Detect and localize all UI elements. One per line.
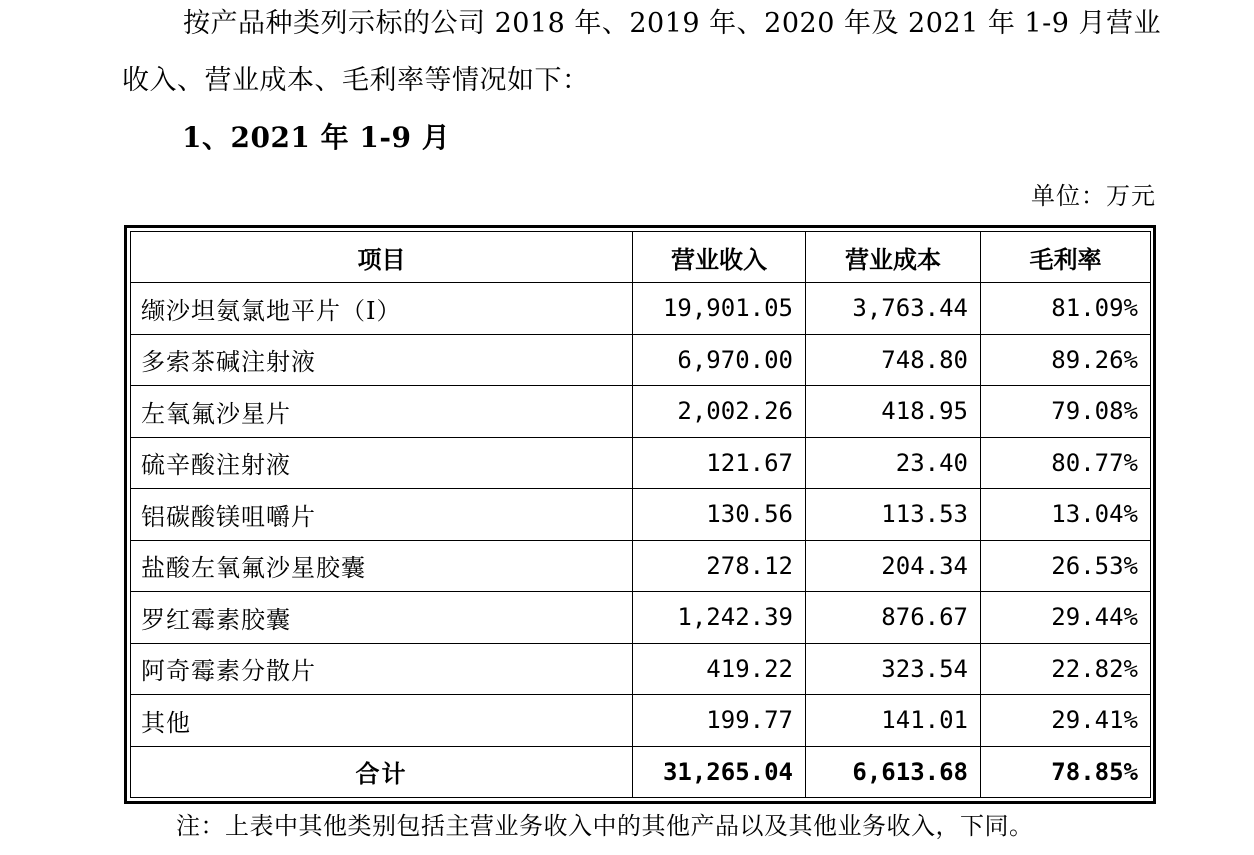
table-row: [131, 386, 1151, 438]
row-margin: 22.82%: [981, 643, 1151, 695]
row-margin: 13.04%: [981, 489, 1151, 541]
row-cost: 3,763.44: [806, 283, 981, 335]
table-row: [131, 643, 1151, 695]
row-name: 罗红霉素胶囊: [131, 592, 633, 644]
row-name: 铝碳酸镁咀嚼片: [131, 489, 633, 541]
row-revenue: 19,901.05: [633, 283, 806, 335]
header-item: 项目: [131, 232, 633, 283]
table-row: [131, 437, 1151, 489]
total-revenue: 31,265.04: [633, 746, 806, 798]
row-revenue: 121.67: [633, 437, 806, 489]
row-revenue: 419.22: [633, 643, 806, 695]
row-name: 阿奇霉素分散片: [131, 643, 633, 695]
table-row: [131, 592, 1151, 644]
product-table: [130, 231, 1151, 798]
revenue-cost-table: [124, 225, 1156, 804]
total-label: 合计: [131, 746, 633, 798]
row-margin: 81.09%: [981, 283, 1151, 335]
unit-label: 单位：万元: [1031, 182, 1156, 210]
row-name: 硫辛酸注射液: [131, 437, 633, 489]
row-cost: 23.40: [806, 437, 981, 489]
intro-paragraph-line-2: 收入、营业成本、毛利率等情况如下：: [122, 65, 590, 96]
row-cost: 141.01: [806, 695, 981, 747]
table-row: [131, 489, 1151, 541]
row-margin: 26.53%: [981, 540, 1151, 592]
row-margin: 29.41%: [981, 695, 1151, 747]
row-margin: 29.44%: [981, 592, 1151, 644]
row-margin: 89.26%: [981, 334, 1151, 386]
intro-paragraph-line-1: 按产品种类列示标的公司 2018 年、2019 年、2020 年及 2021 年 1-9 月营业: [183, 8, 1161, 39]
row-cost: 204.34: [806, 540, 981, 592]
header-revenue: 营业收入: [633, 232, 806, 283]
row-revenue: 199.77: [633, 695, 806, 747]
total-cost: 6,613.68: [806, 746, 981, 798]
row-name: 多索茶碱注射液: [131, 334, 633, 386]
table-row: [131, 695, 1151, 747]
row-name: 盐酸左氧氟沙星胶囊: [131, 540, 633, 592]
table-total-row: [131, 746, 1151, 798]
table-header-row: [131, 232, 1151, 283]
table-row: [131, 540, 1151, 592]
row-revenue: 6,970.00: [633, 334, 806, 386]
section-heading: 1、2021 年 1-9 月: [182, 121, 451, 154]
row-cost: 323.54: [806, 643, 981, 695]
row-margin: 80.77%: [981, 437, 1151, 489]
row-revenue: 2,002.26: [633, 386, 806, 438]
table-row: [131, 334, 1151, 386]
row-cost: 113.53: [806, 489, 981, 541]
table-row: [131, 283, 1151, 335]
row-name: 缬沙坦氨氯地平片（I）: [131, 283, 633, 335]
table-footnote: 注：上表中其他类别包括主营业务收入中的其他产品以及其他业务收入，下同。: [176, 812, 1034, 840]
row-revenue: 1,242.39: [633, 592, 806, 644]
row-name: 左氧氟沙星片: [131, 386, 633, 438]
row-name: 其他: [131, 695, 633, 747]
row-margin: 79.08%: [981, 386, 1151, 438]
header-cost: 营业成本: [806, 232, 981, 283]
row-revenue: 278.12: [633, 540, 806, 592]
total-margin: 78.85%: [981, 746, 1151, 798]
row-cost: 418.95: [806, 386, 981, 438]
row-cost: 748.80: [806, 334, 981, 386]
row-cost: 876.67: [806, 592, 981, 644]
header-margin: 毛利率: [981, 232, 1151, 283]
row-revenue: 130.56: [633, 489, 806, 541]
